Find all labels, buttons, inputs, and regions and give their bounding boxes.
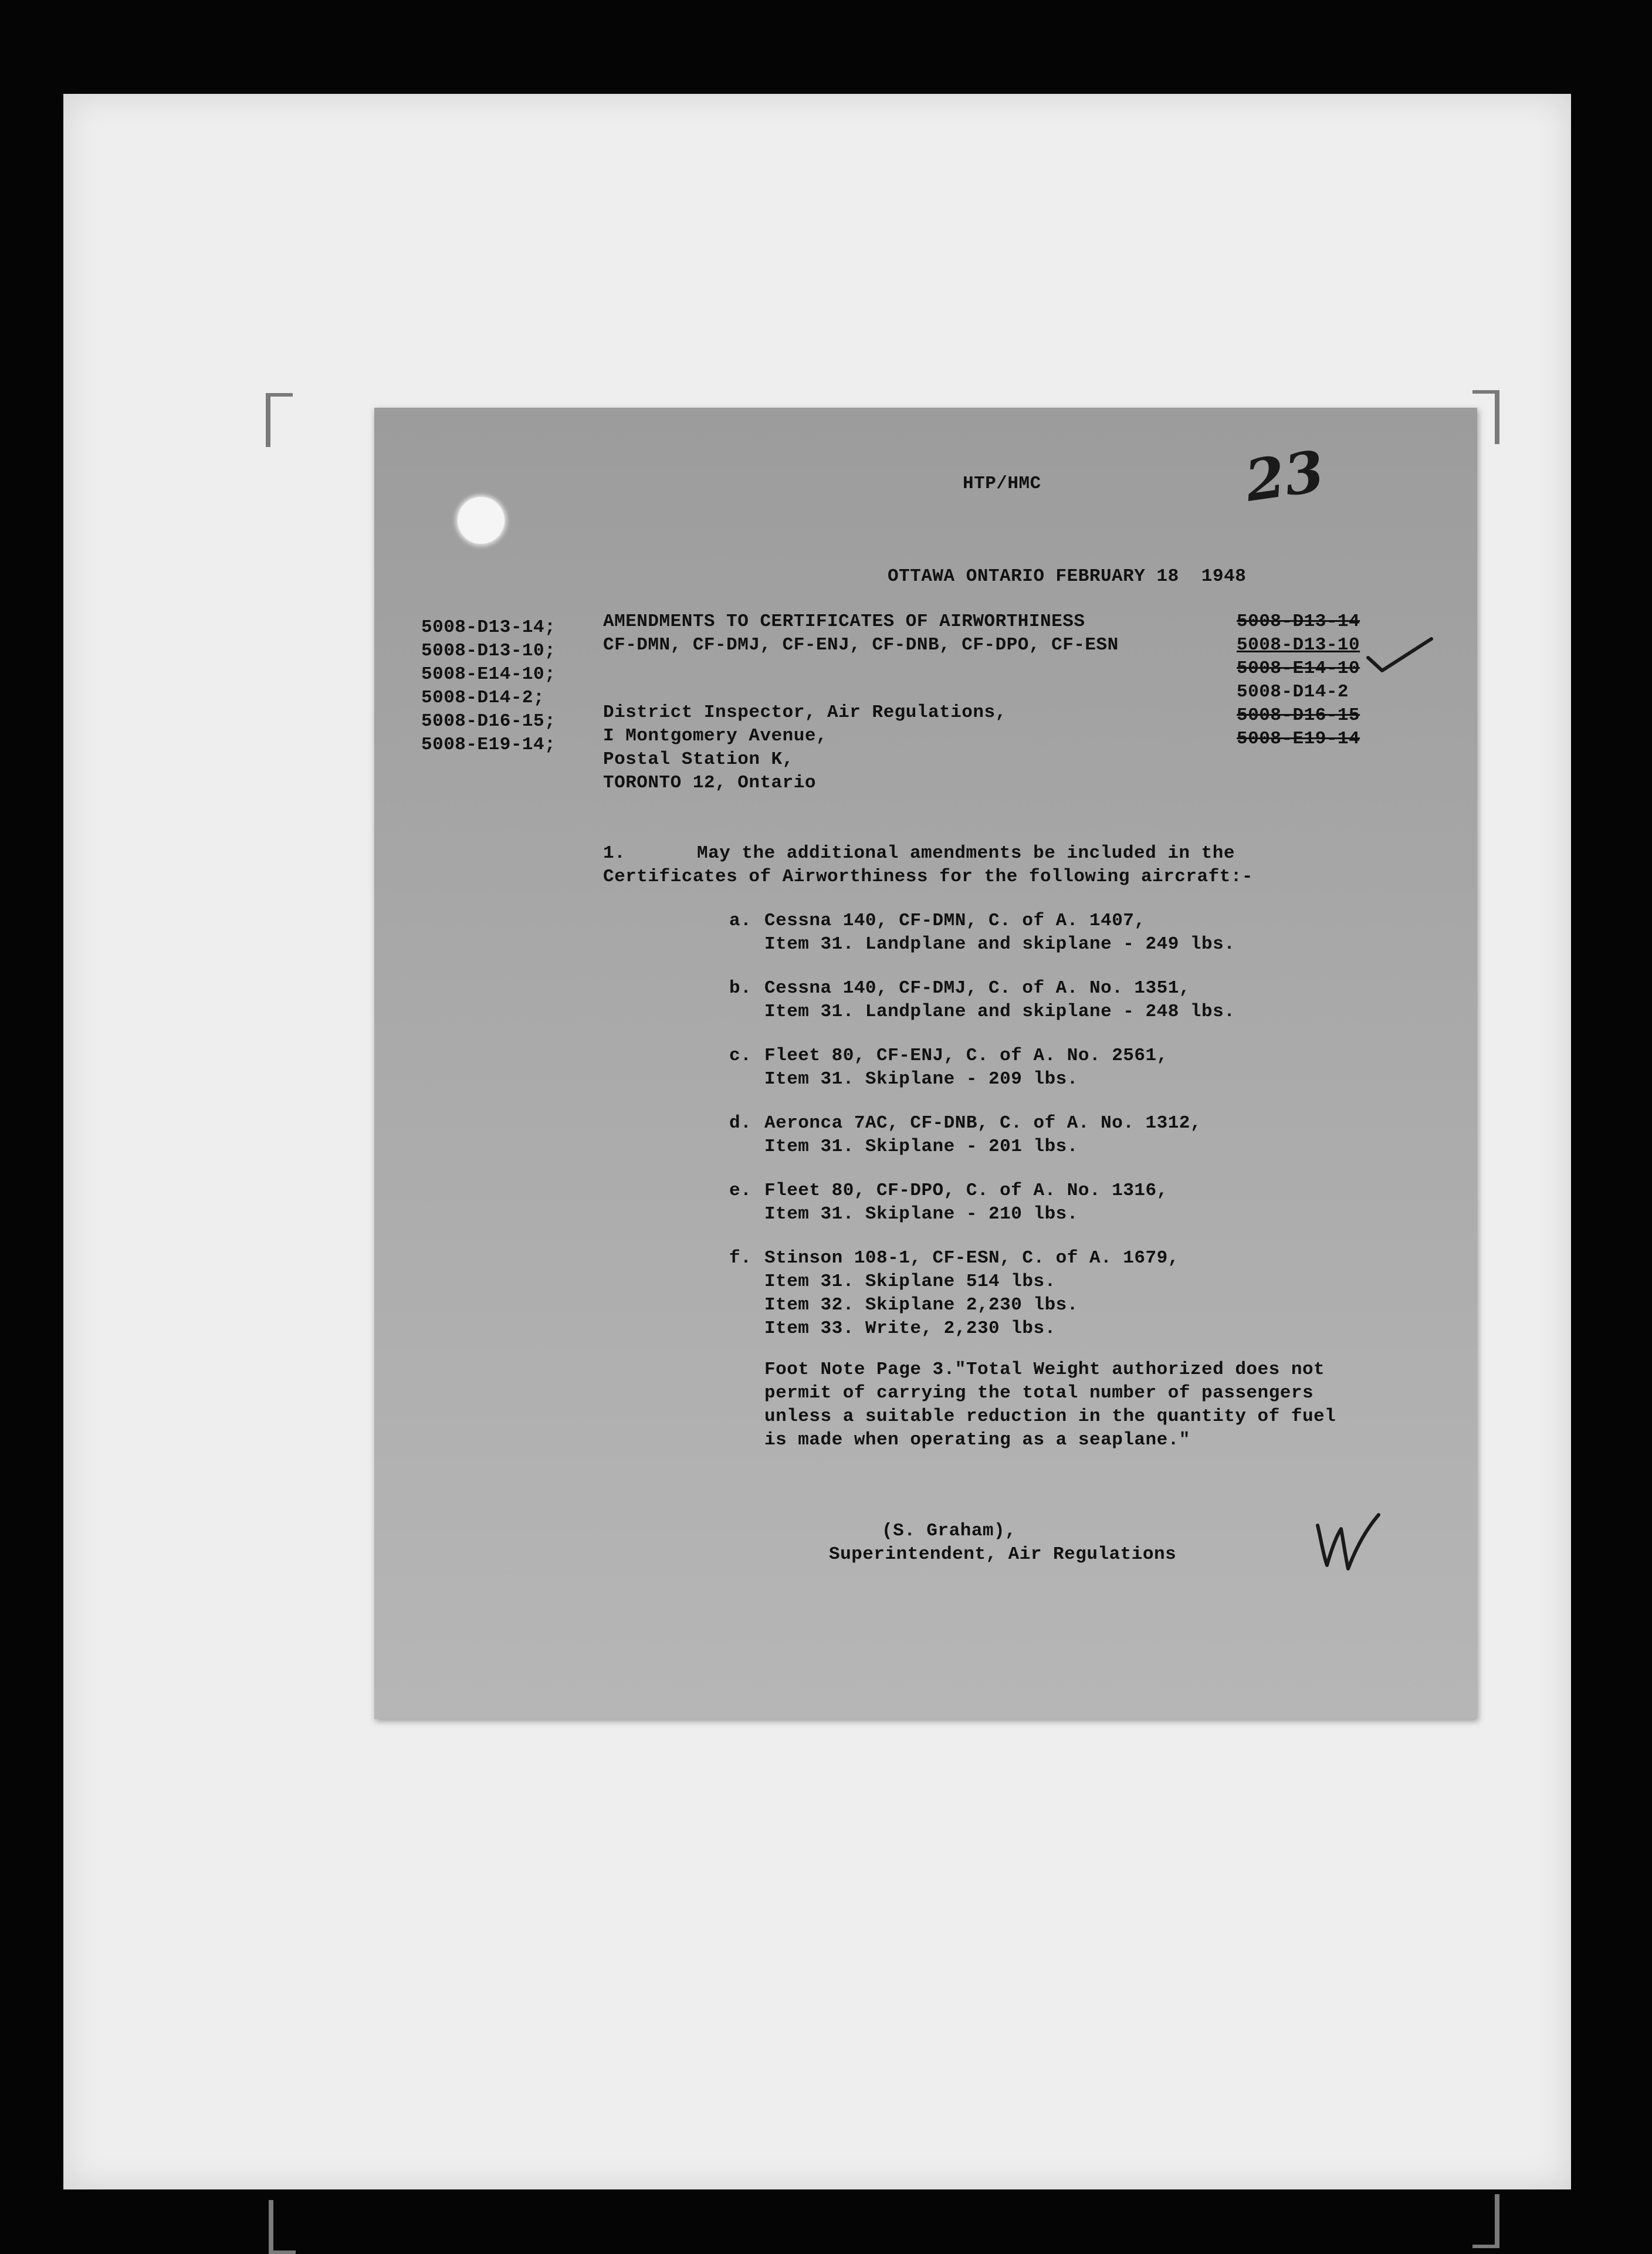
crop-mark-bottom-left: [269, 2200, 296, 2254]
punch-hole: [458, 497, 505, 544]
item-aircraft: Fleet 80, CF-ENJ, C. of A. No. 2561,: [764, 1045, 1168, 1066]
footnote-line: is made when operating as a seaplane.": [764, 1430, 1190, 1450]
item-detail: Item 31. Skiplane - 209 lbs.: [764, 1069, 1078, 1089]
letter-page: [374, 408, 1477, 1719]
file-ref-right: 5008-E14-10: [1237, 658, 1360, 679]
item-label: a.: [729, 911, 752, 931]
subject-line-2: CF-DMN, CF-DMJ, CF-ENJ, CF-DNB, CF-DPO, CF-ESN: [603, 635, 1119, 655]
file-ref-right: 5008-D14-2: [1237, 682, 1349, 702]
item-detail: Item 31. Landplane and skiplane - 249 lbs.: [764, 934, 1235, 955]
file-ref-right: 5008-D16-15: [1237, 705, 1360, 726]
paragraph-line: Certificates of Airworthiness for the following aircraft:-: [603, 867, 1253, 887]
reference-initials: HTP/HMC: [963, 473, 1041, 494]
item-label: d.: [729, 1113, 752, 1133]
file-ref-left: 5008-E14-10;: [421, 664, 556, 685]
photo-mount: [63, 94, 1571, 2189]
file-ref-left: 5008-D13-14;: [421, 617, 556, 638]
footnote-line: Foot Note Page 3."Total Weight authorized does not: [764, 1359, 1325, 1380]
item-label: e.: [729, 1180, 752, 1201]
crop-mark-top-left: [266, 393, 293, 447]
file-ref-right: 5008-E19-14: [1237, 729, 1360, 749]
item-detail: Item 32. Skiplane 2,230 lbs.: [764, 1295, 1078, 1315]
file-ref-left: 5008-D14-2;: [421, 688, 545, 708]
item-detail: Item 31. Skiplane - 201 lbs.: [764, 1136, 1078, 1157]
item-aircraft: Cessna 140, CF-DMN, C. of A. 1407,: [764, 911, 1146, 931]
signatory-name: (S. Graham),: [882, 1521, 1017, 1541]
item-detail: Item 31. Skiplane 514 lbs.: [764, 1271, 1056, 1292]
file-ref-left: 5008-E19-14;: [421, 735, 556, 755]
item-label: c.: [729, 1045, 752, 1066]
crop-mark-bottom-right: [1472, 2194, 1499, 2248]
item-detail: Item 33. Write, 2,230 lbs.: [764, 1318, 1056, 1339]
paragraph-number: 1.: [603, 843, 626, 864]
item-detail: Item 31. Skiplane - 210 lbs.: [764, 1204, 1078, 1224]
addressee-line: I Montgomery Avenue,: [603, 726, 828, 746]
item-aircraft: Stinson 108-1, CF-ESN, C. of A. 1679,: [764, 1248, 1179, 1268]
footnote-line: permit of carrying the total number of passengers: [764, 1383, 1314, 1403]
addressee-line: District Inspector, Air Regulations,: [603, 702, 1007, 723]
checkmark-icon: [1366, 635, 1436, 676]
footnote-line: unless a suitable reduction in the quantity of fuel: [764, 1406, 1336, 1427]
signatory-title: Superintendent, Air Regulations: [829, 1544, 1177, 1565]
place-date: OTTAWA ONTARIO FEBRUARY 18 1948: [888, 566, 1247, 587]
file-ref-left: 5008-D13-10;: [421, 641, 556, 661]
item-aircraft: Fleet 80, CF-DPO, C. of A. No. 1316,: [764, 1180, 1168, 1201]
handwritten-page-number: 23: [1241, 438, 1328, 515]
addressee-line: Postal Station K,: [603, 749, 794, 770]
item-aircraft: Cessna 140, CF-DMJ, C. of A. No. 1351,: [764, 978, 1190, 999]
item-label: f.: [729, 1248, 752, 1268]
paragraph-line: May the additional amendments be included in the: [697, 843, 1235, 864]
file-ref-left: 5008-D16-15;: [421, 711, 556, 732]
item-detail: Item 31. Landplane and skiplane - 248 lbs.: [764, 1001, 1235, 1022]
file-ref-right: 5008-D13-14: [1237, 611, 1360, 632]
addressee-line: TORONTO 12, Ontario: [603, 773, 816, 793]
handwritten-initials-icon: [1313, 1508, 1389, 1578]
item-aircraft: Aeronca 7AC, CF-DNB, C. of A. No. 1312,: [764, 1113, 1202, 1133]
file-ref-right: 5008-D13-10: [1237, 635, 1360, 655]
subject-line-1: AMENDMENTS TO CERTIFICATES OF AIRWORTHINESS: [603, 611, 1085, 632]
item-label: b.: [729, 978, 752, 999]
